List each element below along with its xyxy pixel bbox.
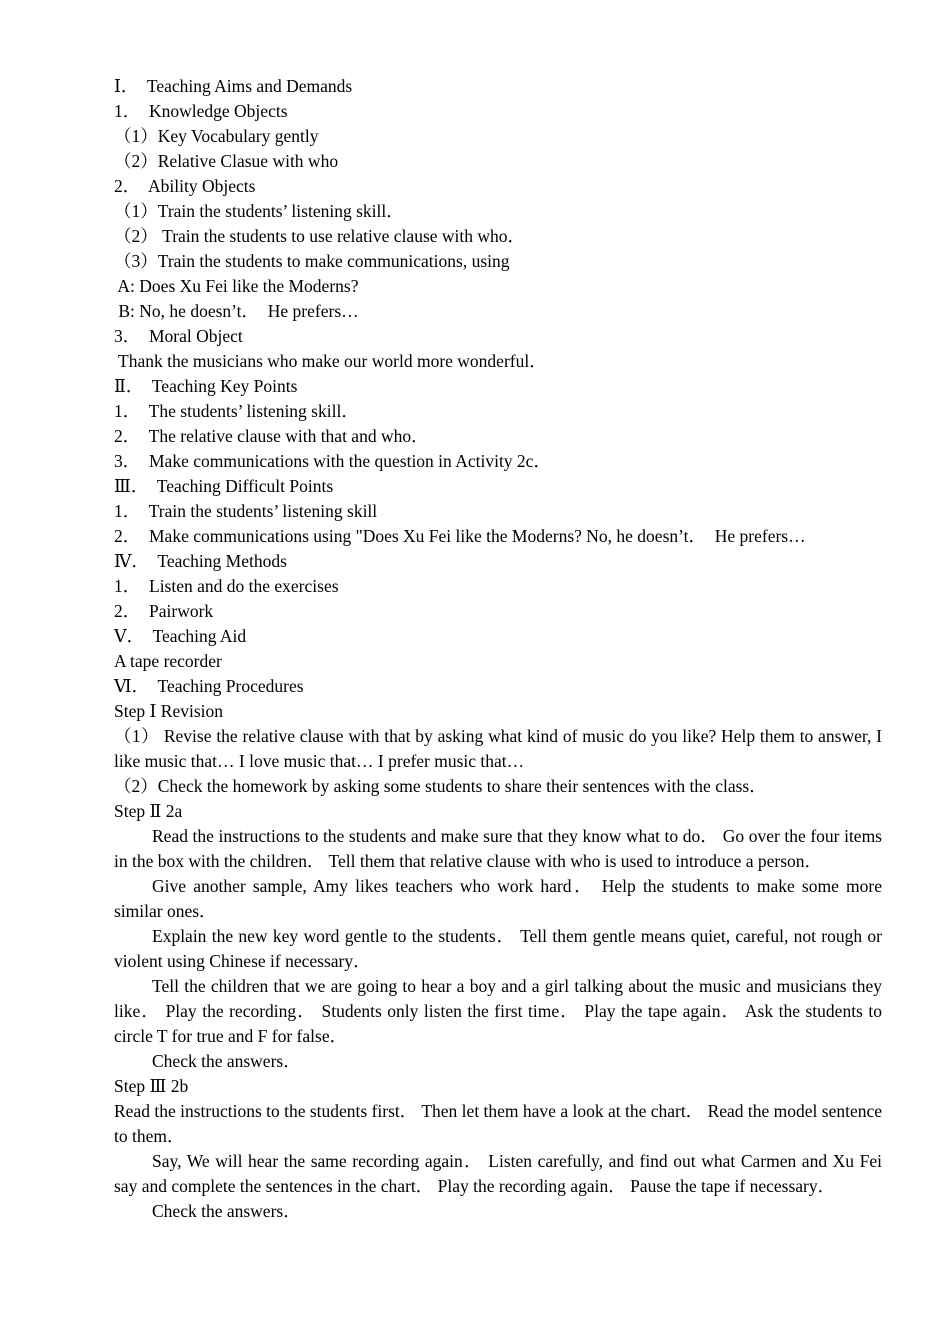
paragraph: Give another sample, Amy likes teachers who work hard． Help the students to make some more similar ones． xyxy=(114,876,882,921)
paragraph: Tell the children that we are going to hear a boy and a girl talking about the music and musicians they like． Play the recording． Students only listen the first time． Play the tape again． Ask the students to circle T for true and F for false． xyxy=(114,976,882,1046)
step-heading: Step Ⅱ 2a xyxy=(114,801,183,821)
list-item: 2． Make communications using "Does Xu Fei like the Moderns? No, he doesn’t． He prefers… xyxy=(114,526,806,546)
dialogue-line: A: Does Xu Fei like the Moderns? xyxy=(114,276,359,296)
paragraph: Explain the new key word gentle to the students． Tell them gentle means quiet, careful, not rough or violent using Chinese if necessary． xyxy=(114,926,882,971)
item-knowledge-objects: 1． Knowledge Objects xyxy=(114,101,288,121)
sub-item: （1）Key Vocabulary gently xyxy=(114,126,319,146)
step-heading: Step Ⅲ 2b xyxy=(114,1076,189,1096)
item-ability-objects: 2． Ability Objects xyxy=(114,176,256,196)
sub-item: （3）Train the students to make communications, using xyxy=(114,251,510,271)
paragraph: （1） Revise the relative clause with that by asking what kind of music do you like? Help them to answer, I like music that… I love music that… I prefer music that… xyxy=(114,726,882,771)
list-item: 1． The students’ listening skill． xyxy=(114,401,359,421)
text-line: Thank the musicians who make our world more wonderful． xyxy=(114,351,547,371)
list-item: 1． Train the students’ listening skill xyxy=(114,501,378,521)
list-item: 3． Make communications with the question in Activity 2c． xyxy=(114,451,551,471)
paragraph: （2）Check the homework by asking some students to share their sentences with the class． xyxy=(114,776,767,796)
dialogue-line: B: No, he doesn’t． He prefers… xyxy=(114,301,359,321)
section-heading-difficult-points: Ⅲ． Teaching Difficult Points xyxy=(114,476,334,496)
list-item: 2． Pairwork xyxy=(114,601,214,621)
sub-item: （1）Train the students’ listening skill． xyxy=(114,201,404,221)
list-item: 2． The relative clause with that and who． xyxy=(114,426,429,446)
paragraph: Check the answers． xyxy=(152,1051,301,1071)
document-page xyxy=(114,74,882,1224)
sub-item: （2） Train the students to use relative clause with who． xyxy=(114,226,526,246)
step-heading: Step Ⅰ Revision xyxy=(114,701,223,721)
item-moral-object: 3． Moral Object xyxy=(114,326,243,346)
list-item: 1． Listen and do the exercises xyxy=(114,576,339,596)
section-heading-aims: Ⅰ． Teaching Aims and Demands xyxy=(114,76,353,96)
section-heading-procedures: Ⅵ． Teaching Procedures xyxy=(114,676,304,696)
paragraph: Read the instructions to the students and make sure that they know what to do． Go over the four items in the box with the children． Tell them that relative clause with who is used to introduce a person． xyxy=(114,826,882,871)
sub-item: （2）Relative Clasue with who xyxy=(114,151,339,171)
section-heading-key-points: Ⅱ． Teaching Key Points xyxy=(114,376,298,396)
section-heading-methods: Ⅳ． Teaching Methods xyxy=(114,551,287,571)
paragraph: Read the instructions to the students first． Then let them have a look at the chart． Read the model sentence to them． xyxy=(114,1101,883,1146)
paragraph: Check the answers． xyxy=(152,1201,301,1221)
section-heading-aid: Ⅴ． Teaching Aid xyxy=(114,626,247,646)
paragraph: Say, We will hear the same recording again． Listen carefully, and find out what Carmen and Xu Fei say and complete the sentences in the chart． Play the recording again． Pause the tape if necessary． xyxy=(114,1151,882,1196)
text-line: A tape recorder xyxy=(114,651,222,671)
